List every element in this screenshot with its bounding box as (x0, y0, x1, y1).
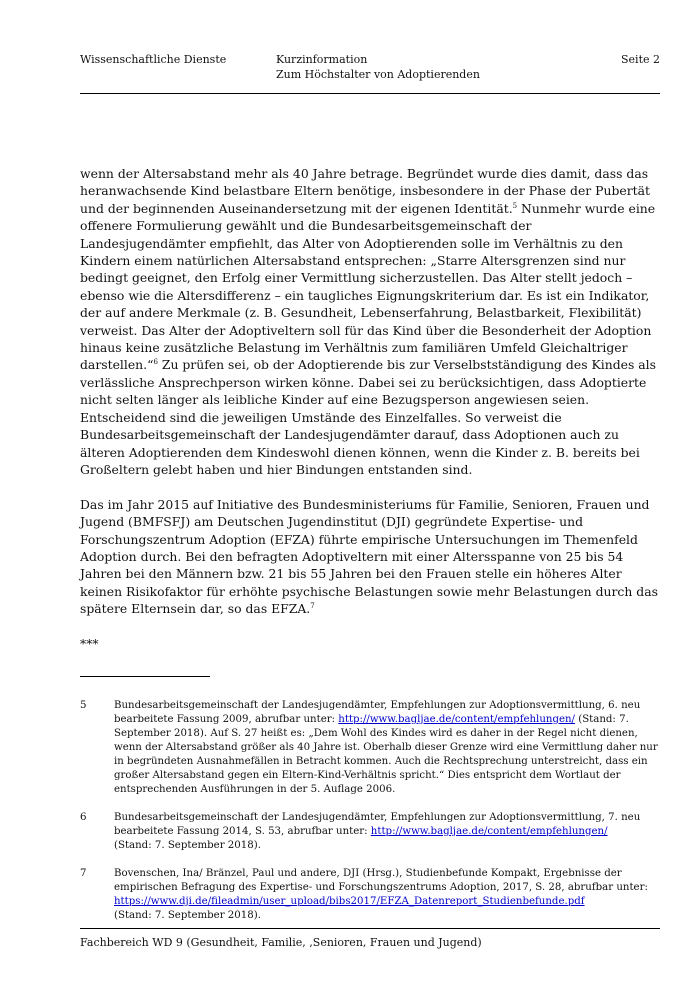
section-separator: *** (80, 635, 99, 651)
footnote-divider (80, 676, 210, 677)
footnotes (80, 699, 660, 937)
footnote-text: Bovenschen, Ina/ Bränzel, Paul und andere, DJI (Hrsg.), Studienbefunde Kompakt, Ergebnisse der empirischen Befragung des Expertise- und Forschungszentrums Adoption, 2017, S. 28, abrufbar unter: (114, 868, 648, 893)
footnote-link[interactable]: https://www.dji.de/fileadmin/user_upload/bibs2017/EFZA_Datenreport_Studienbefunde.pdf (114, 896, 585, 907)
header-doc-type: Kurzinformation (276, 53, 368, 66)
header-divider (80, 93, 660, 94)
footnote-number: 5 (80, 700, 87, 711)
footnote-6 (80, 811, 660, 853)
paragraph-2-text: Das im Jahr 2015 auf Initiative des Bundesministeriums für Familie, Senioren, Frauen und Jugend (BMFSFJ) am Deutschen Jugendinstitut (DJI) gegründete Expertise- und Forschungszentrum Adoption (EFZA) führte empirische Untersuchungen im Themenfeld Adoption durch. Bei den befragten Adoptiveltern mit einer Altersspanne von 25 bis 54 Jahren bei den Männern bzw. 21 bis 55 Jahren bei den Frauen stelle ein höheres Alter keinen Risikofaktor für erhöhte psychische Belastungen sowie mehr Belastungen durch das spätere Elternsein dar, so das EFZA. (80, 496, 658, 617)
footnote-text: Bundesarbeitsgemeinschaft der Landesjugendämter, Empfehlungen zur Adoptionsvermittlung, 6. neu bearbeitete Fassung 2009, abrufbar unter: (114, 700, 641, 725)
footnote-text: (Stand: 7. September 2018). (114, 840, 261, 851)
main-text (80, 165, 660, 670)
paragraph-2 (80, 496, 660, 618)
page-number: Seite 2 (621, 53, 660, 66)
header-doc-subject: Zum Höchstalter von Adoptierenden (276, 68, 480, 81)
footnote-number: 6 (80, 812, 87, 823)
footer-divider (80, 928, 660, 929)
page-footer: Fachbereich WD 9 (Gesundheit, Familie, ‚Senioren, Frauen und Jugend) (80, 936, 482, 949)
footnote-link[interactable]: http://www.bagljae.de/content/empfehlungen/ (370, 826, 608, 837)
footnote-ref-5[interactable]: 5 (512, 201, 518, 210)
footnote-ref-6[interactable]: 6 (153, 358, 158, 367)
footnote-text: (Stand: 7. September 2018). (114, 910, 261, 921)
footnote-5 (80, 699, 660, 797)
footnote-text: Bundesarbeitsgemeinschaft der Landesjugendämter, Empfehlungen zur Adoptionsvermittlung, 7. neu bearbeitete Fassung 2014, S. 53, abrufbar unter: (114, 812, 641, 837)
footnote-ref-7[interactable]: 7 (310, 602, 315, 611)
footnote-number: 7 (80, 868, 87, 879)
header-organization: Wissenschaftliche Dienste (80, 53, 227, 66)
header-document-title (276, 52, 480, 82)
footnote-text: (Stand: 7. September 2018). Auf S. 27 heißt es: „Dem Wohl des Kindes wird es daher in der Regel nicht dienen, wenn der Altersabstand größer als 40 Jahre ist. Oberhalb dieser Grenze wird eine Vermittlung daher nur in begründeten Ausnahmefällen in Betracht kommen. Auch die Rechtsprechung unterstreicht, dass ein großer Altersabstand gegen ein Eltern-Kind-Verhältnis spricht.“ Dies entspricht dem Wortlaut der entsprechenden Ausführungen in der 5. Auflage 2006. (114, 714, 658, 795)
paragraph-1-part-a: wenn der Altersabstand mehr als 40 Jahre betrage. Begründet wurde dies damit, dass das heranwachsende Kind belastbare Eltern benötige, insbesondere in der Phase der Pubertät und der beginnenden Auseinandersetzung mit der eigenen Identität. (80, 166, 651, 216)
footnote-link[interactable]: http://www.bagljae.de/content/empfehlungen/ (338, 714, 575, 725)
paragraph-1-part-c: Zu prüfen sei, ob der Adoptierende bis zur Verselbstständigung des Kindes als verlässliche Ansprechperson wirken könne. Dabei sei zu berücksichtigen, dass Adoptierte nicht selten länger als leibliche Kinder auf eine Bezugsperson angewiesen seien. Entscheidend sind die jeweiligen Umstände des Einzelfalles. So verweist die Bundesarbeitsgemeinschaft der Landesjugendämter darauf, dass Adoptionen auch zu älteren Adoptierenden dem Kindeswohl dienen können, wenn die Kinder z. B. bereits bei Großeltern gelebt haben und hier Bindungen entstanden sind. (80, 357, 656, 477)
page-header (80, 52, 660, 92)
paragraph-1 (80, 165, 660, 478)
footnote-7 (80, 867, 660, 923)
paragraph-1-part-b: Nunmehr wurde eine offenere Formulierung gewählt und die Bundesarbeitsgemeinschaft der Landesjugendämter empfiehlt, das Alter von Adoptierenden solle im Verhältnis zu den Kindern einem natürlichen Altersabstand entsprechen: „Starre Altersgrenzen sind nur bedingt geeignet, den Erfolg einer Vermittlung sicherzustellen. Das Alter stellt jedoch – ebenso wie die Altersdifferenz – ein taugliches Eignungskriterium dar. Es ist ein Indikator, der auf andere Merkmale (z. B. Gesundheit, Lebenserfahrung, Belastbarkeit, Flexibilität) verweist. Das Alter der Adoptiveltern soll für das Kind über die Besonderheit der Adoption hinaus keine zusätzliche Belastung im Verhältnis zum familiären Umfeld Gleichaltriger darstellen.“ (80, 200, 656, 373)
